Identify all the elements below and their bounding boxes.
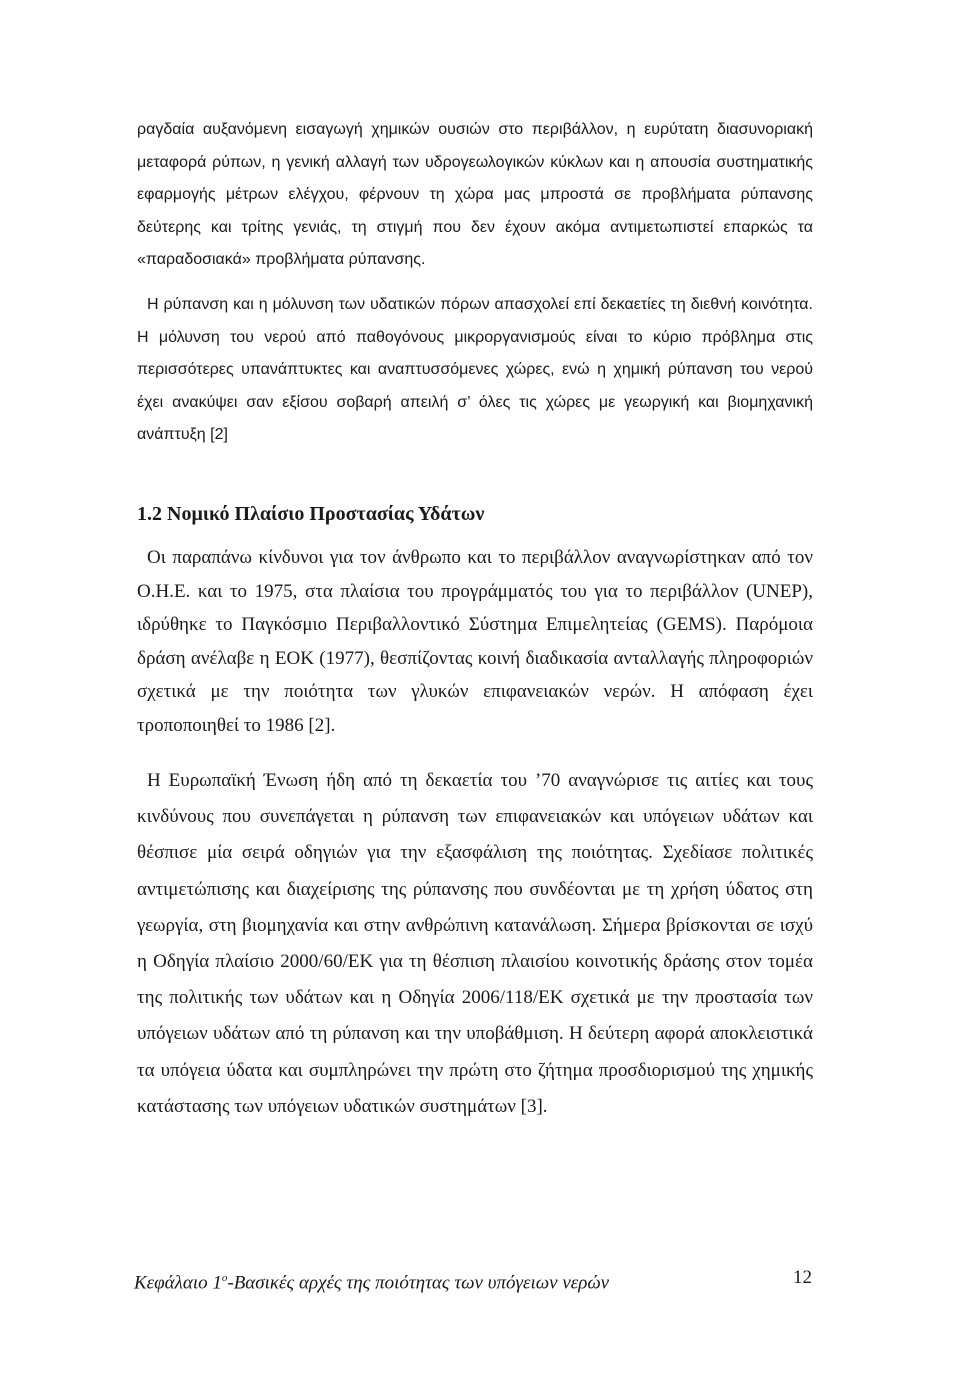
body-paragraph: Η ρύπανση και η μόλυνση των υδατικών πόρων απασχολεί επί δεκαετίες τη διεθνή κοινότητα. Η μόλυνση του νερού από παθογόνους μικροργανισμούς είναι το κύριο πρόβλημα στις περισσότερες υπανάπτυκτες και αναπτυσσόμενες χώρες, ενώ η χημική ρύπανση του νερού έχει ανακύψει σαν εξίσου σοβαρή απειλή σ’ όλες τις χώρες με γεωργική και βιομηχανική ανάπτυξη [2] [137, 296, 813, 443]
chapter-title: -Βασικές αρχές της ποιότητας των υπόγειων νερών [227, 1272, 610, 1294]
footer-chapter-title [134, 1264, 609, 1297]
chapter-prefix: Κεφάλαιο 1 [134, 1272, 222, 1294]
chapter-superscript: ο [221, 1272, 228, 1284]
body-paragraph: Οι παραπάνω κίνδυνοι για τον άνθρωπο και το περιβάλλον αναγνωρίστηκαν από τον Ο.Η.Ε. και το 1975, στα πλαίσια του προγράμματός του για το περιβάλλον (UNEP), ιδρύθηκε το Παγκόσμιο Περιβαλλοντικό Σύστημα Επιμελητείας (GEMS). Παρόμοια δράση ανέλαβε η ΕΟΚ (1977), θεσπίζοντας κοινή διαδικασία ανταλλαγής πληροφοριών σχετικά με την ποιότητα των γλυκών επιφανειακών νερών. Η απόφαση έχει τροποποιηθεί το 1986 [2]. [137, 547, 813, 736]
body-paragraph: ραγδαία αυξανόμενη εισαγωγή χημικών ουσιών στο περιβάλλον, η ευρύτατη διασυνοριακή μεταφορά ρύπων, η γενική αλλαγή των υδρογεωλογικών κύκλων και η απουσία συστηματικής εφαρμογής μέτρων ελέγχου, φέρνουν τη χώρα μας μπροστά σε προβλήματα ρύπανσης δεύτερης και τρίτης γενιάς, τη στιγμή που δεν έχουν ακόμα αντιμετωπιστεί επαρκώς τα «παραδοσιακά» προβλήματα ρύπανσης. [137, 121, 813, 268]
page-number: 12 [793, 1267, 812, 1288]
section-heading: 1.2 Νομικό Πλαίσιο Προστασίας Υδάτων [137, 503, 485, 525]
body-paragraph: Η Ευρωπαϊκή Ένωση ήδη από τη δεκαετία του ’70 αναγνώρισε τις αιτίες και τους κινδύνους που συνεπάγεται η ρύπανση των επιφανειακών και υπόγειων υδάτων και θέσπισε μία σειρά οδηγιών για την εξασφάλιση της ποιότητας. Σχεδίασε πολιτικές αντιμετώπισης και διαχείρισης της ρύπανσης που συνδέονται με τη χρήση ύδατος στη γεωργία, στη βιομηχανία και στην ανθρώπινη κατανάλωση. Σήμερα βρίσκονται σε ισχύ η Οδηγία πλαίσιο 2000/60/ΕΚ για τη θέσπιση πλαισίου κοινοτικής δράσης στον τομέα της πολιτικής των υδάτων και η Οδηγία 2006/118/ΕΚ σχετικά με την προστασία των υπόγειων υδάτων από τη ρύπανση και την υποβάθμιση. Η δεύτερη αφορά αποκλειστικά τα υπόγεια ύδατα και συμπληρώνει την πρώτη στο ζήτημα προσδιορισμού της χημικής κατάστασης των υπόγειων υδατικών συστημάτων [3]. [137, 770, 813, 1117]
